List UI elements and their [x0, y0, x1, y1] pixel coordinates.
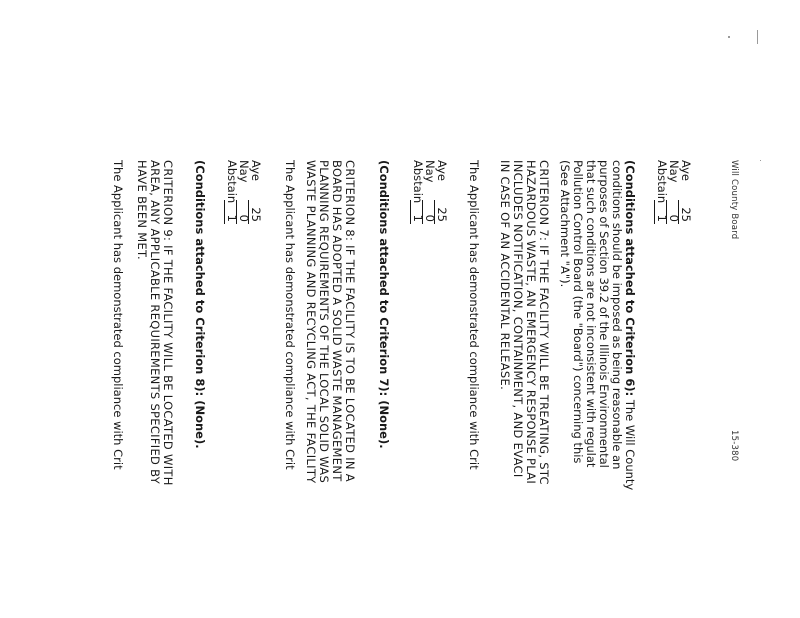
criterion-6-line: Pollution Control Board (the "Board") concerning this	[571, 160, 585, 464]
criterion-7-line: INCLUDES NOTIFICATION, CONTAINMENT, AND EVACI	[511, 160, 525, 478]
nay-label: Nay	[423, 160, 437, 183]
criterion-8-line: PLANNING REQUIREMENTS OF THE LOCAL SOLID WAS	[317, 160, 331, 484]
abstain-count: 1	[224, 200, 238, 224]
vote-block-2	[412, 160, 448, 224]
vote-block-3	[226, 160, 262, 224]
criterion-6-line: conditions should be imposed as being reasonable an	[610, 160, 624, 470]
criterion-7-line: HAZARDOUS WASTE, AN EMERGENCY RESPONSE PLAI	[524, 160, 538, 485]
criterion-7-line: IN CASE OF AN ACCIDENTAL RELEASE.	[498, 160, 512, 391]
criterion-9-finding: The Applicant has demonstrated compliance with Crit	[111, 160, 125, 470]
vote-block-1	[656, 160, 692, 224]
aye-label: Aye	[679, 160, 693, 181]
criterion-7-text	[498, 160, 550, 485]
page-header	[727, 160, 740, 462]
abstain-count: 1	[654, 200, 668, 224]
scan-speck	[760, 160, 761, 161]
nay-label: Nay	[237, 160, 251, 183]
abstain-label: Abstain	[655, 160, 669, 204]
criterion-8-line: WASTE PLANNING AND RECYCLING ACT, THE FACILITY	[304, 160, 318, 484]
criterion-9-line: AREA, ANY APPLICABLE REQUIREMENTS SPECIFIED BY	[148, 160, 162, 485]
abstain-count: 1	[410, 200, 424, 224]
criterion-9-text	[135, 160, 174, 486]
criterion-8-conditions: (Conditions attached to Criterion 8): (None).	[193, 160, 207, 449]
abstain-label: Abstain	[411, 160, 425, 204]
aye-label: Aye	[249, 160, 263, 181]
nay-count: 0	[236, 200, 250, 224]
header-title: Will County Board	[729, 160, 739, 240]
criterion-7-conditions: (Conditions attached to Criterion 7): (None).	[377, 160, 391, 449]
criterion-9-line: HAVE BEEN MET.	[135, 160, 149, 260]
criterion-6-conditions	[558, 160, 636, 490]
criterion-6-line: (See Attachment "A").	[558, 160, 572, 288]
nay-count: 0	[422, 200, 436, 224]
criterion-8-finding: The Applicant has demonstrated compliance with Crit	[283, 160, 297, 470]
criterion-6-line: purposes of Section 39.2 of the Illinois Environmental	[597, 160, 611, 468]
header-number: 15-380	[729, 430, 739, 462]
criterion-8-line: BOARD HAS ADOPTED A SOLID WASTE MANAGEMENT	[330, 160, 344, 482]
nay-label: Nay	[667, 160, 681, 183]
aye-label: Aye	[435, 160, 449, 181]
nay-count: 0	[666, 200, 680, 224]
criterion-7-line: CRITERION 7: IF THE FACILITY WILL BE TREATING, STC	[537, 160, 551, 485]
abstain-label: Abstain	[225, 160, 239, 204]
scan-speck	[728, 36, 730, 38]
criterion-8-text	[304, 160, 356, 483]
aye-count: 25	[678, 200, 692, 224]
aye-count: 25	[248, 200, 262, 224]
criterion-6-line: The Will County	[623, 399, 637, 491]
criterion-8-line: CRITERION 8: IF THE FACILITY IS TO BE LOCATED IN A	[343, 160, 357, 482]
criterion-9-line: CRITERION 9: IF THE FACILITY WILL BE LOCATED WITH	[161, 160, 175, 486]
criterion-7-finding: The Applicant has demonstrated compliance with Crit	[467, 160, 481, 470]
criterion-6-heading: (Conditions attached to Criterion 6):	[623, 160, 637, 397]
criterion-6-line: that such conditions are not inconsistent with regulat	[584, 160, 598, 468]
scan-speck	[757, 30, 758, 44]
aye-count: 25	[434, 200, 448, 224]
